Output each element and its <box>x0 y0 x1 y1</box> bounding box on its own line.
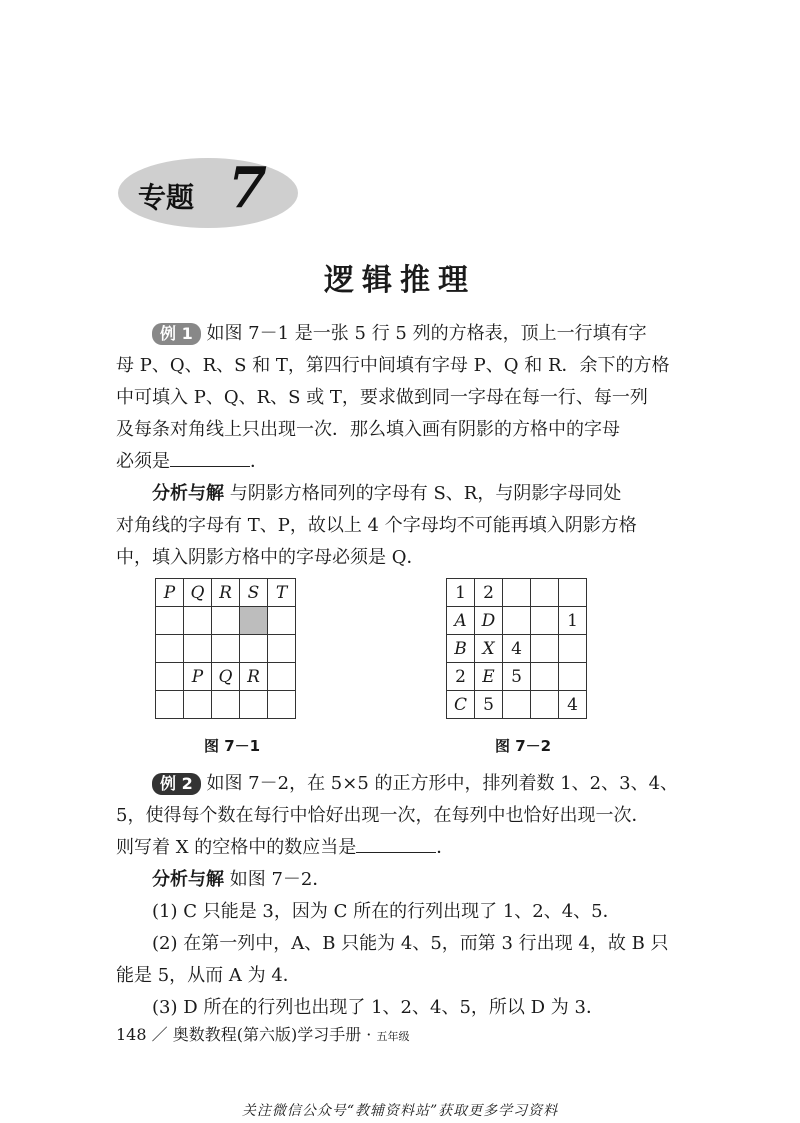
analysis-label: 分析与解 <box>152 869 224 890</box>
step-line: 能是 5，从而 A 为 4． <box>116 965 301 986</box>
example1-line: 必须是 <box>116 451 170 472</box>
grid-cell <box>240 691 268 719</box>
grid-cell <box>212 635 240 663</box>
grid-row <box>156 579 296 607</box>
page-title: 逻辑推理 <box>324 263 476 298</box>
grid-cell: 5 <box>503 663 531 691</box>
grid-cell <box>503 579 531 607</box>
grid-cell <box>184 691 212 719</box>
grid-cell <box>559 579 587 607</box>
grid-cell <box>531 579 559 607</box>
grid-cell <box>240 635 268 663</box>
topic-number: 7 <box>228 155 267 221</box>
grid-cell <box>212 691 240 719</box>
example1-line: 如图 7－1 是一张 5 行 5 列的方格表，顶上一行填有字 <box>206 323 647 344</box>
grid-row <box>447 579 587 607</box>
grid-cell <box>531 607 559 635</box>
example1-text <box>116 318 694 350</box>
topic-label: 专题 <box>138 181 195 214</box>
figure-7-1-grid <box>155 578 296 719</box>
example1-line: 中可填入 P、Q、R、S 或 T，要求做到同一字母在每一行、每一列 <box>116 387 648 408</box>
grid-row <box>447 635 587 663</box>
grid-cell <box>531 663 559 691</box>
end-punct: ． <box>250 451 268 472</box>
book-title: ／ 奥数教程(第六版)学习手册 · <box>151 1025 372 1044</box>
grid-cell <box>184 607 212 635</box>
grid-cell: 1 <box>447 579 475 607</box>
grid-cell: S <box>240 579 268 607</box>
step-line: (1) C 只能是 3，因为 C 所在的行列出现了 1、2、4、5． <box>152 901 621 922</box>
grid-cell: 2 <box>475 579 503 607</box>
example1-line: 母 P、Q、R、S 和 T，第四行中间填有字母 P、Q 和 R．余下的方格 <box>116 355 670 376</box>
example1-last-line <box>116 446 694 478</box>
grid-cell <box>559 663 587 691</box>
grid-cell: C <box>447 691 475 719</box>
answer-blank[interactable] <box>356 834 436 853</box>
example1-line: 及每条对角线上只出现一次．那么填入画有阴影的方格中的字母 <box>116 419 620 440</box>
grid-cell: A <box>447 607 475 635</box>
page-number: 148 <box>116 1025 147 1044</box>
grid-cell: 1 <box>559 607 587 635</box>
example1-badge: 例 1 <box>152 323 201 345</box>
example2-line: 5，使得每个数在每行中恰好出现一次，在每列中也恰好出现一次． <box>116 805 650 826</box>
analysis-label: 分析与解 <box>152 483 224 504</box>
example2-text <box>116 768 694 800</box>
grid-row <box>156 607 296 635</box>
grid-row <box>447 663 587 691</box>
grid-cell: 5 <box>475 691 503 719</box>
grid-cell <box>268 663 296 691</box>
step-line: (3) D 所在的行列也出现了 1、2、4、5，所以 D 为 3． <box>152 997 604 1018</box>
grid-cell: D <box>475 607 503 635</box>
grid-cell <box>503 691 531 719</box>
analysis-line: 与阴影方格同列的字母有 S、R，与阴影字母同处 <box>229 483 622 504</box>
grid-cell <box>156 607 184 635</box>
shaded-cell <box>240 607 268 635</box>
example2-analysis <box>116 864 694 896</box>
grid-cell <box>212 607 240 635</box>
grid-cell: Q <box>212 663 240 691</box>
figure-7-1-caption: 图 7－1 <box>204 737 261 755</box>
answer-blank[interactable] <box>170 448 250 467</box>
example1-analysis <box>116 478 694 510</box>
grid-cell: P <box>184 663 212 691</box>
step-line: (2) 在第一列中，A、B 只能为 4、5，而第 3 行出现 4，故 B 只 <box>152 933 669 954</box>
grade-label: 五年级 <box>376 1030 410 1043</box>
grid-cell <box>156 691 184 719</box>
page-footer <box>116 1022 409 1045</box>
figure-7-2-caption: 图 7－2 <box>495 737 552 755</box>
grid-row <box>156 635 296 663</box>
grid-cell: 4 <box>559 691 587 719</box>
grid-cell <box>503 607 531 635</box>
grid-cell <box>268 607 296 635</box>
grid-cell: R <box>240 663 268 691</box>
analysis-text: 如图 7－2． <box>229 869 331 890</box>
grid-cell: Q <box>184 579 212 607</box>
watermark: 关注微信公众号“教辅资料站”获取更多学习资料 <box>241 1103 559 1119</box>
grid-row <box>447 691 587 719</box>
grid-cell: P <box>156 579 184 607</box>
analysis-line: 对角线的字母有 T、P，故以上 4 个字母均不可能再填入阴影方格 <box>116 515 637 536</box>
grid-cell <box>184 635 212 663</box>
end-punct: ． <box>436 837 455 858</box>
grid-cell: X <box>475 635 503 663</box>
grid-row <box>447 607 587 635</box>
example2-line: 则写着 X 的空格中的数应当是 <box>116 837 357 858</box>
analysis-line: 中，填入阴影方格中的字母必须是 Q． <box>116 547 425 568</box>
example2-last-line <box>116 832 694 864</box>
example2-badge: 例 2 <box>152 773 201 795</box>
grid-cell <box>268 691 296 719</box>
grid-row <box>156 691 296 719</box>
grid-cell <box>559 635 587 663</box>
grid-cell: E <box>475 663 503 691</box>
grid-cell <box>531 691 559 719</box>
grid-cell <box>156 635 184 663</box>
grid-cell: 2 <box>447 663 475 691</box>
grid-row <box>156 663 296 691</box>
grid-cell: 4 <box>503 635 531 663</box>
grid-cell: R <box>212 579 240 607</box>
grid-cell: B <box>447 635 475 663</box>
example2-line: 如图 7－2，在 5×5 的正方形中，排列着数 1、2、3、4、 <box>206 773 679 794</box>
grid-cell <box>156 663 184 691</box>
grid-cell <box>531 635 559 663</box>
grid-cell: T <box>268 579 296 607</box>
grid-cell <box>268 635 296 663</box>
figure-7-2-grid <box>446 578 587 719</box>
